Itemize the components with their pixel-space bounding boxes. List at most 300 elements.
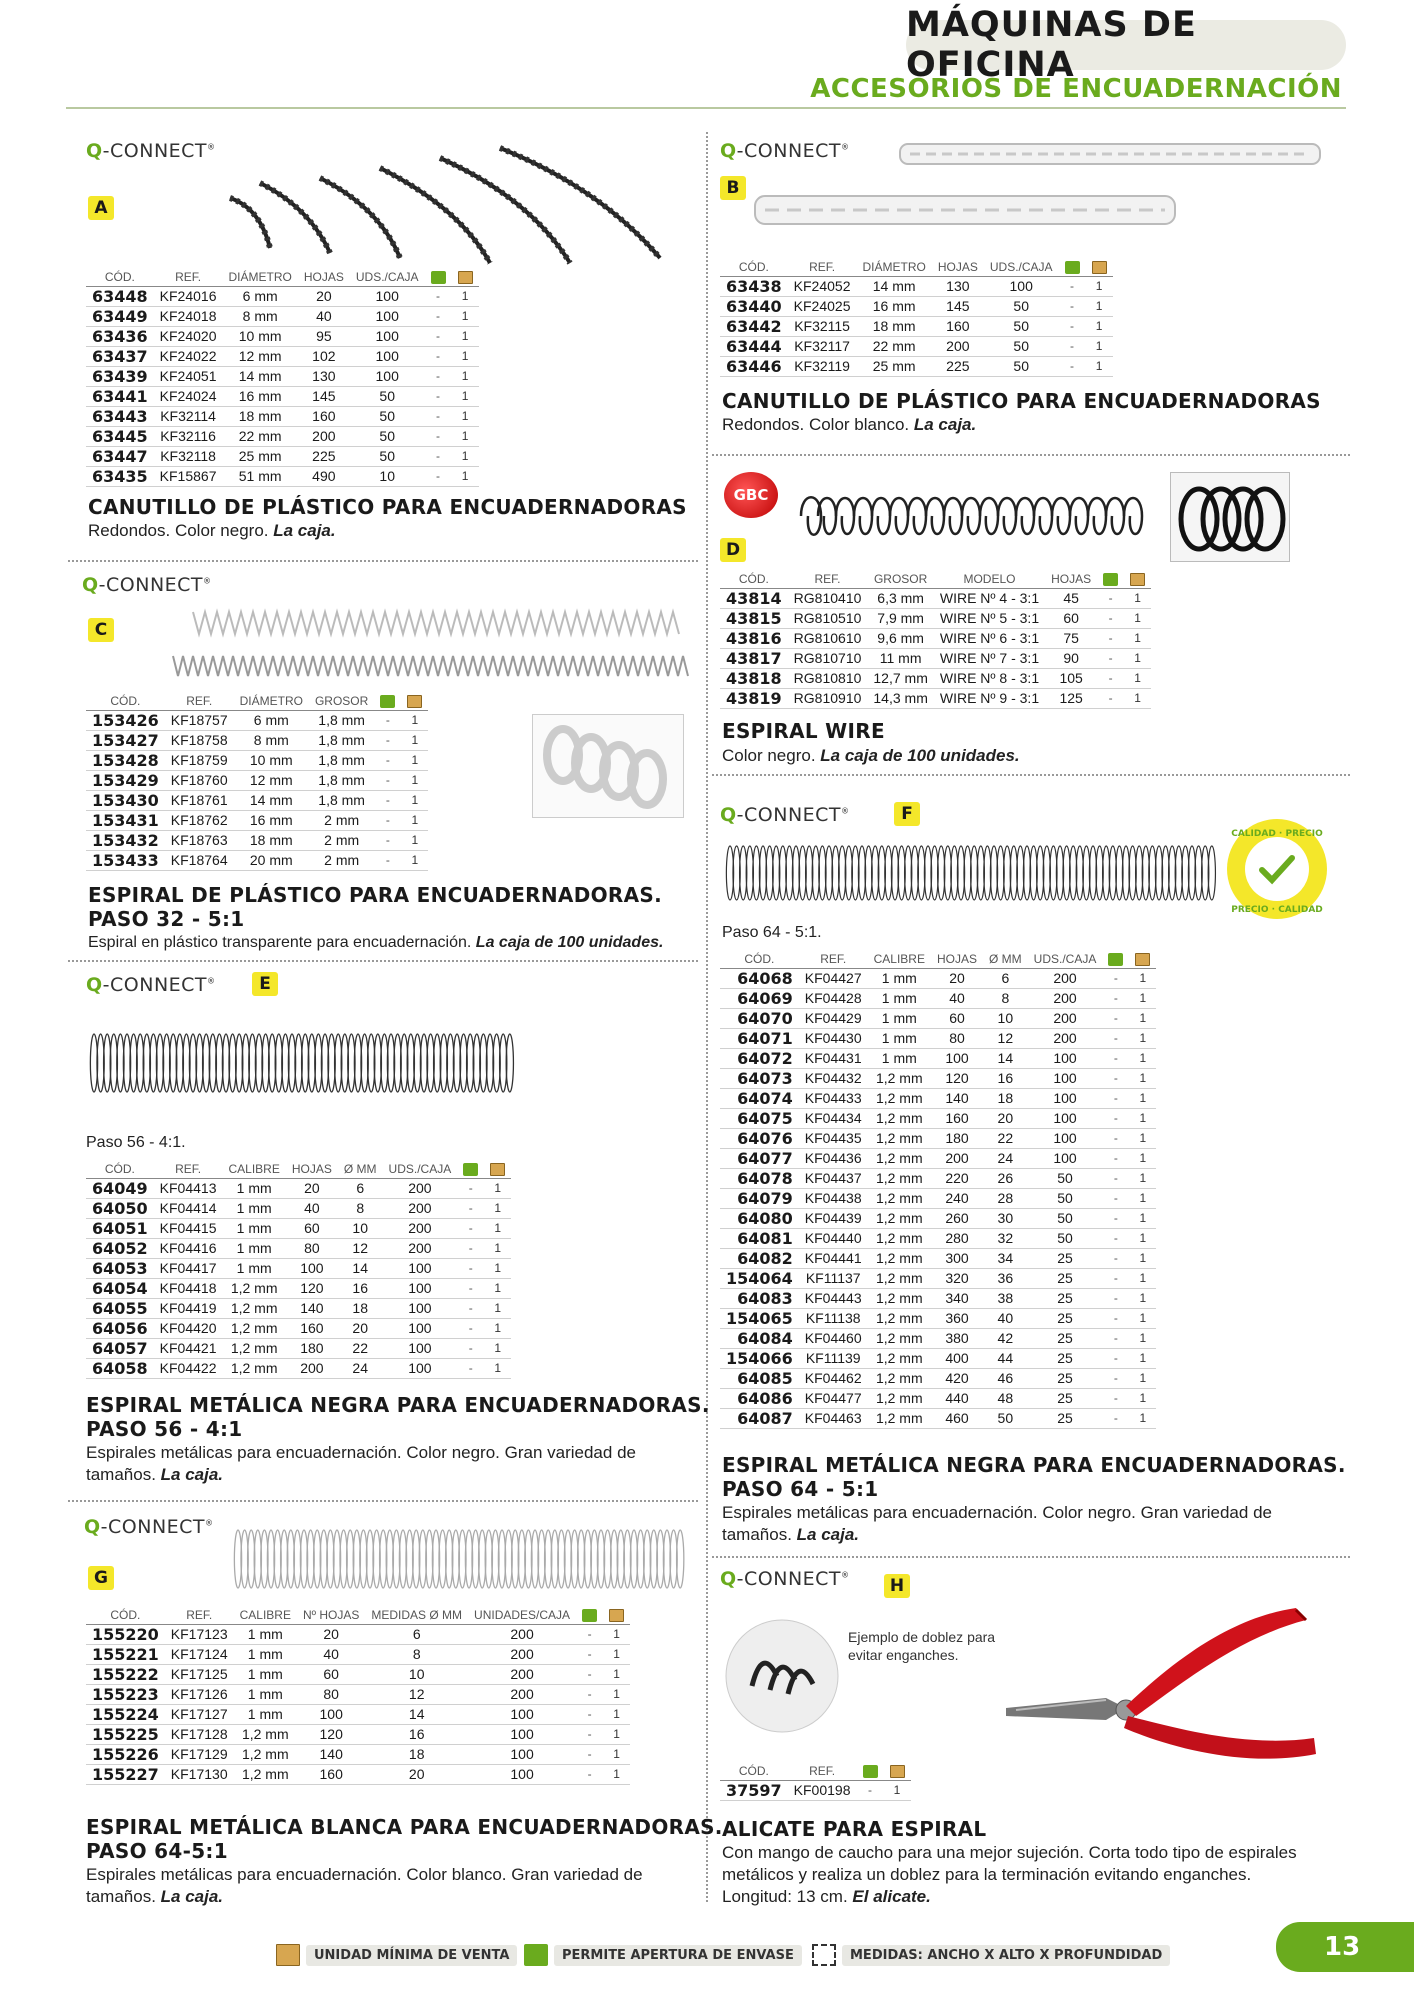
table-cell: 155227 bbox=[86, 1765, 165, 1785]
table-cell: 153431 bbox=[86, 811, 165, 831]
table-cell: KF00198 bbox=[788, 1781, 857, 1801]
column-divider bbox=[706, 132, 708, 1902]
table-cell: 50 bbox=[350, 387, 425, 407]
brand-logo: Q-CONNECT® bbox=[720, 140, 850, 162]
brand-logo: Q-CONNECT® bbox=[720, 1568, 850, 1590]
table-header: REF. bbox=[788, 258, 857, 277]
table-cell: KF04436 bbox=[799, 1149, 868, 1169]
table-cell: 1 mm bbox=[868, 989, 931, 1009]
table-cell: 200 bbox=[1028, 969, 1103, 989]
table-cell: - bbox=[1097, 669, 1124, 689]
table-cell: 12 mm bbox=[223, 347, 298, 367]
table-cell: 200 bbox=[1028, 989, 1103, 1009]
table-cell: 6 bbox=[338, 1179, 383, 1199]
table-cell: 1 bbox=[603, 1745, 630, 1765]
product-subtitle-f: PASO 64 - 5:1 bbox=[722, 1477, 879, 1501]
table-cell: - bbox=[1102, 1409, 1129, 1429]
table-cell: 25 bbox=[1028, 1389, 1103, 1409]
table-cell: KF04438 bbox=[799, 1189, 868, 1209]
table-cell: - bbox=[576, 1705, 603, 1725]
table-cell: - bbox=[457, 1179, 484, 1199]
product-badge-f: F bbox=[894, 802, 920, 826]
table-cell: 22 mm bbox=[223, 427, 298, 447]
table-cell: 1 bbox=[401, 811, 428, 831]
table-cell: KF11139 bbox=[799, 1349, 868, 1369]
table-cell: 1,8 mm bbox=[309, 711, 374, 731]
table-cell: 40 bbox=[983, 1309, 1028, 1329]
table-cell: 1 mm bbox=[868, 1049, 931, 1069]
table-cell: 100 bbox=[350, 347, 425, 367]
table-cell: - bbox=[425, 447, 452, 467]
table-cell: - bbox=[576, 1765, 603, 1785]
table-cell: KF18761 bbox=[165, 791, 234, 811]
table-row bbox=[720, 1369, 1156, 1389]
product-title-c: ESPIRAL DE PLÁSTICO PARA ENCUADERNADORAS. bbox=[88, 883, 662, 907]
table-cell: 320 bbox=[931, 1269, 983, 1289]
table-cell: 51 mm bbox=[223, 467, 298, 487]
table-cell: 155225 bbox=[86, 1725, 165, 1745]
table-cell: 1,2 mm bbox=[868, 1129, 931, 1149]
table-cell: - bbox=[1102, 1109, 1129, 1129]
table-cell: 1 bbox=[484, 1239, 511, 1259]
table-cell: 153433 bbox=[86, 851, 165, 871]
table-cell: 1,2 mm bbox=[223, 1359, 286, 1379]
table-cell: - bbox=[1097, 629, 1124, 649]
table-cell: KF24052 bbox=[788, 277, 857, 297]
table-row bbox=[720, 1309, 1156, 1329]
product-subtitle-c: PASO 32 - 5:1 bbox=[88, 907, 245, 931]
table-cell: 102 bbox=[298, 347, 350, 367]
table-cell: 12 mm bbox=[234, 771, 309, 791]
table-cell: KF04421 bbox=[154, 1339, 223, 1359]
table-cell: 45 bbox=[1045, 589, 1097, 609]
table-cell: KF04414 bbox=[154, 1199, 223, 1219]
product-title-a: CANUTILLO DE PLÁSTICO PARA ENCUADERNADORAS bbox=[88, 495, 687, 519]
table-cell: 100 bbox=[1028, 1129, 1103, 1149]
table-cell: 64068 bbox=[720, 969, 799, 989]
table-cell: RG810910 bbox=[788, 689, 868, 709]
table-cell: - bbox=[857, 1781, 884, 1801]
table-cell: 11 mm bbox=[867, 649, 933, 669]
table-cell: 12 bbox=[983, 1029, 1028, 1049]
table-cell: KF18764 bbox=[165, 851, 234, 871]
table-cell: 43814 bbox=[720, 589, 788, 609]
table-cell: 64085 bbox=[720, 1369, 799, 1389]
table-cell: - bbox=[457, 1319, 484, 1339]
table-cell: 1 bbox=[1129, 1189, 1156, 1209]
table-cell: 14 mm bbox=[857, 277, 932, 297]
table-row bbox=[720, 317, 1113, 337]
table-cell: 200 bbox=[383, 1219, 458, 1239]
plastic-spiral-detail-image bbox=[532, 714, 684, 818]
table-cell: KF04419 bbox=[154, 1299, 223, 1319]
product-title-d: ESPIRAL WIRE bbox=[722, 719, 885, 743]
table-cell: - bbox=[374, 751, 401, 771]
table-cell: 20 bbox=[983, 1109, 1028, 1129]
table-header-row bbox=[720, 258, 1113, 277]
table-cell: KF17125 bbox=[165, 1665, 234, 1685]
table-cell: KF04432 bbox=[799, 1069, 868, 1089]
table-cell: 180 bbox=[286, 1339, 338, 1359]
table-cell: 130 bbox=[932, 277, 984, 297]
box-icon bbox=[1124, 570, 1151, 589]
table-row bbox=[86, 791, 428, 811]
table-cell: 140 bbox=[297, 1745, 365, 1765]
table-cell: 64074 bbox=[720, 1089, 799, 1109]
section-divider bbox=[712, 774, 1350, 776]
table-cell: 2 mm bbox=[309, 851, 374, 871]
product-badge-g: G bbox=[88, 1566, 114, 1590]
table-cell: 1 bbox=[603, 1645, 630, 1665]
table-cell: 1 bbox=[1129, 1229, 1156, 1249]
table-row bbox=[720, 969, 1156, 989]
table-header: CÓD. bbox=[720, 1762, 788, 1781]
table-cell: 1 bbox=[1129, 1309, 1156, 1329]
table-cell: - bbox=[374, 791, 401, 811]
table-cell: 63445 bbox=[86, 427, 154, 447]
table-cell: KF04435 bbox=[799, 1129, 868, 1149]
table-cell: 18 bbox=[983, 1089, 1028, 1109]
table-cell: 64050 bbox=[86, 1199, 154, 1219]
table-cell: KF17126 bbox=[165, 1685, 234, 1705]
paso-label-e: Paso 56 - 4:1. bbox=[86, 1134, 186, 1151]
table-header-row bbox=[720, 1762, 911, 1781]
table-cell: - bbox=[425, 427, 452, 447]
table-row bbox=[720, 1189, 1156, 1209]
table-header: CÓD. bbox=[86, 1606, 165, 1625]
spiral-bend-example-image bbox=[722, 1616, 842, 1736]
table-header: CÓD. bbox=[86, 1160, 154, 1179]
table-cell: - bbox=[1097, 649, 1124, 669]
table-row bbox=[86, 751, 428, 771]
table-cell: 240 bbox=[931, 1189, 983, 1209]
table-row bbox=[86, 831, 428, 851]
table-cell: 43815 bbox=[720, 609, 788, 629]
table-cell: 10 bbox=[365, 1665, 468, 1685]
table-cell: 1,8 mm bbox=[309, 731, 374, 751]
table-header: GROSOR bbox=[309, 692, 374, 711]
table-cell: 145 bbox=[932, 297, 984, 317]
table-cell: 50 bbox=[984, 357, 1059, 377]
product-title-h: ALICATE PARA ESPIRAL bbox=[722, 1817, 987, 1841]
table-cell: 1 bbox=[484, 1259, 511, 1279]
table-cell: 1 bbox=[1129, 1029, 1156, 1049]
table-cell: KF32116 bbox=[154, 427, 223, 447]
table-cell: - bbox=[457, 1259, 484, 1279]
table-cell: - bbox=[1059, 297, 1086, 317]
table-cell: 43817 bbox=[720, 649, 788, 669]
table-header: DIÁMETRO bbox=[857, 258, 932, 277]
table-header: CALIBRE bbox=[234, 1606, 297, 1625]
table-row bbox=[86, 731, 428, 751]
table-header: CÓD. bbox=[720, 950, 799, 969]
table-cell: 200 bbox=[286, 1359, 338, 1379]
wire-spiral-image bbox=[796, 486, 1156, 546]
table-header: HOJAS bbox=[931, 950, 983, 969]
table-cell: - bbox=[1102, 1389, 1129, 1409]
table-cell: 153430 bbox=[86, 791, 165, 811]
table-cell: 1 bbox=[452, 387, 479, 407]
table-cell: RG810710 bbox=[788, 649, 868, 669]
table-cell: 1 bbox=[1129, 1209, 1156, 1229]
table-cell: KF04416 bbox=[154, 1239, 223, 1259]
table-cell: KF17130 bbox=[165, 1765, 234, 1785]
table-row bbox=[86, 1179, 511, 1199]
table-cell: 1,2 mm bbox=[234, 1765, 297, 1785]
table-cell: 153428 bbox=[86, 751, 165, 771]
table-cell: 100 bbox=[984, 277, 1059, 297]
table-row bbox=[86, 1745, 630, 1765]
open-box-icon bbox=[1097, 570, 1124, 589]
product-table-a bbox=[86, 268, 479, 487]
table-row bbox=[720, 1069, 1156, 1089]
table-row bbox=[86, 1339, 511, 1359]
table-cell: 1 bbox=[1129, 1289, 1156, 1309]
table-cell: 1,2 mm bbox=[223, 1299, 286, 1319]
table-cell: - bbox=[457, 1279, 484, 1299]
table-header-row bbox=[86, 1606, 630, 1625]
table-cell: 155221 bbox=[86, 1645, 165, 1665]
table-cell: 1,2 mm bbox=[223, 1279, 286, 1299]
table-cell: KF04431 bbox=[799, 1049, 868, 1069]
product-desc-b: Redondos. Color blanco. La caja. bbox=[722, 415, 977, 434]
table-cell: 64078 bbox=[720, 1169, 799, 1189]
box-icon bbox=[1086, 258, 1113, 277]
table-cell: WIRE Nº 8 - 3:1 bbox=[934, 669, 1045, 689]
table-cell: 200 bbox=[383, 1179, 458, 1199]
table-row bbox=[86, 1279, 511, 1299]
table-cell: 16 mm bbox=[234, 811, 309, 831]
table-cell: 64079 bbox=[720, 1189, 799, 1209]
table-cell: 1 bbox=[1124, 629, 1151, 649]
table-row bbox=[720, 669, 1151, 689]
table-cell: 18 mm bbox=[234, 831, 309, 851]
table-cell: 140 bbox=[286, 1299, 338, 1319]
table-cell: 200 bbox=[1028, 1029, 1103, 1049]
table-cell: 1,2 mm bbox=[868, 1329, 931, 1349]
table-cell: 64077 bbox=[720, 1149, 799, 1169]
table-cell: - bbox=[425, 467, 452, 487]
table-cell: KF24018 bbox=[154, 307, 223, 327]
table-cell: KF24051 bbox=[154, 367, 223, 387]
table-cell: 1 mm bbox=[223, 1259, 286, 1279]
table-cell: 1,2 mm bbox=[868, 1229, 931, 1249]
table-row bbox=[86, 1199, 511, 1219]
product-title-g: ESPIRAL METÁLICA BLANCA PARA ENCUADERNADORAS. bbox=[86, 1815, 723, 1839]
table-cell: 100 bbox=[350, 287, 425, 307]
table-cell: 64076 bbox=[720, 1129, 799, 1149]
box-icon bbox=[276, 1944, 300, 1966]
table-cell: KF17129 bbox=[165, 1745, 234, 1765]
table-cell: 1,2 mm bbox=[868, 1349, 931, 1369]
table-cell: 50 bbox=[1028, 1189, 1103, 1209]
table-cell: KF04415 bbox=[154, 1219, 223, 1239]
table-row bbox=[86, 1645, 630, 1665]
table-cell: 43816 bbox=[720, 629, 788, 649]
table-cell: 1 bbox=[452, 427, 479, 447]
table-cell: 50 bbox=[350, 427, 425, 447]
table-cell: 1,2 mm bbox=[223, 1339, 286, 1359]
table-cell: KF04434 bbox=[799, 1109, 868, 1129]
table-cell: KF04422 bbox=[154, 1359, 223, 1379]
table-cell: 100 bbox=[1028, 1069, 1103, 1089]
table-cell: KF32119 bbox=[788, 357, 857, 377]
table-cell: 1 bbox=[484, 1299, 511, 1319]
table-cell: - bbox=[1102, 1249, 1129, 1269]
table-header: DIÁMETRO bbox=[223, 268, 298, 287]
table-cell: 1 bbox=[1129, 1089, 1156, 1109]
table-cell: 50 bbox=[983, 1409, 1028, 1429]
table-cell: KF04440 bbox=[799, 1229, 868, 1249]
table-cell: 100 bbox=[468, 1705, 576, 1725]
table-cell: 155224 bbox=[86, 1705, 165, 1725]
table-cell: 1 bbox=[401, 771, 428, 791]
table-cell: - bbox=[1102, 1089, 1129, 1109]
product-badge-c: C bbox=[88, 618, 114, 642]
table-cell: - bbox=[576, 1685, 603, 1705]
table-cell: 12,7 mm bbox=[867, 669, 933, 689]
table-cell: 1 mm bbox=[234, 1645, 297, 1665]
table-cell: 1 mm bbox=[223, 1179, 286, 1199]
table-cell: 200 bbox=[383, 1199, 458, 1219]
table-cell: 44 bbox=[983, 1349, 1028, 1369]
table-cell: KF04439 bbox=[799, 1209, 868, 1229]
table-cell: - bbox=[425, 367, 452, 387]
table-cell: - bbox=[1102, 1329, 1129, 1349]
product-table-d bbox=[720, 570, 1151, 709]
table-header: CÓD. bbox=[86, 692, 165, 711]
table-cell: 10 bbox=[350, 467, 425, 487]
table-cell: RG810810 bbox=[788, 669, 868, 689]
table-cell: 1 bbox=[401, 791, 428, 811]
table-cell: 160 bbox=[286, 1319, 338, 1339]
table-cell: - bbox=[457, 1359, 484, 1379]
table-cell: - bbox=[374, 811, 401, 831]
open-box-icon bbox=[576, 1606, 603, 1625]
table-row bbox=[720, 337, 1113, 357]
table-cell: 1 bbox=[452, 347, 479, 367]
table-cell: 200 bbox=[383, 1239, 458, 1259]
table-header: MODELO bbox=[934, 570, 1045, 589]
table-cell: 225 bbox=[298, 447, 350, 467]
table-cell: - bbox=[1097, 689, 1124, 709]
table-cell: 1 bbox=[401, 711, 428, 731]
table-cell: - bbox=[425, 307, 452, 327]
table-cell: 60 bbox=[931, 1009, 983, 1029]
table-header: REF. bbox=[165, 692, 234, 711]
table-cell: - bbox=[1059, 337, 1086, 357]
table-cell: 100 bbox=[383, 1279, 458, 1299]
table-cell: - bbox=[1102, 1049, 1129, 1069]
product-badge-b: B bbox=[720, 176, 746, 200]
table-cell: 1 bbox=[1129, 1329, 1156, 1349]
table-cell: - bbox=[1102, 1009, 1129, 1029]
table-cell: 1 bbox=[1129, 1409, 1156, 1429]
table-cell: 100 bbox=[350, 307, 425, 327]
table-header-row bbox=[720, 570, 1151, 589]
table-row bbox=[86, 327, 479, 347]
table-cell: 220 bbox=[931, 1169, 983, 1189]
table-cell: WIRE Nº 5 - 3:1 bbox=[934, 609, 1045, 629]
table-cell: 155220 bbox=[86, 1625, 165, 1645]
table-cell: 25 bbox=[1028, 1289, 1103, 1309]
table-cell: WIRE Nº 7 - 3:1 bbox=[934, 649, 1045, 669]
table-cell: - bbox=[576, 1665, 603, 1685]
table-cell: 1 bbox=[1124, 689, 1151, 709]
table-cell: 64070 bbox=[720, 1009, 799, 1029]
table-cell: 420 bbox=[931, 1369, 983, 1389]
table-row bbox=[720, 1149, 1156, 1169]
table-cell: 20 bbox=[298, 287, 350, 307]
table-cell: KF18763 bbox=[165, 831, 234, 851]
product-desc-d: Color negro. La caja de 100 unidades. bbox=[722, 746, 1020, 765]
table-cell: 100 bbox=[297, 1705, 365, 1725]
table-header: Nº HOJAS bbox=[297, 1606, 365, 1625]
table-cell: 1 bbox=[452, 287, 479, 307]
table-cell: 1 bbox=[1086, 297, 1113, 317]
table-cell: 8 bbox=[365, 1645, 468, 1665]
table-cell: 1,8 mm bbox=[309, 751, 374, 771]
bend-caption: Ejemplo de doblez para evitar enganches. bbox=[848, 1629, 996, 1663]
table-cell: 160 bbox=[931, 1109, 983, 1129]
table-cell: 50 bbox=[984, 337, 1059, 357]
table-cell: 1 bbox=[452, 407, 479, 427]
table-cell: 50 bbox=[1028, 1209, 1103, 1229]
table-cell: - bbox=[1059, 317, 1086, 337]
table-cell: 63443 bbox=[86, 407, 154, 427]
table-cell: 200 bbox=[468, 1625, 576, 1645]
table-cell: 1,2 mm bbox=[868, 1209, 931, 1229]
table-cell: 1,2 mm bbox=[868, 1269, 931, 1289]
product-title-b: CANUTILLO DE PLÁSTICO PARA ENCUADERNADORAS bbox=[722, 389, 1321, 413]
table-cell: 1 bbox=[1129, 1069, 1156, 1089]
section-divider bbox=[712, 1556, 1350, 1558]
table-cell: 200 bbox=[468, 1685, 576, 1705]
table-cell: 1,2 mm bbox=[868, 1369, 931, 1389]
table-cell: - bbox=[425, 407, 452, 427]
product-badge-d: D bbox=[720, 538, 746, 562]
black-metal-spiral-image bbox=[722, 842, 1222, 908]
page-number: 13 bbox=[1276, 1922, 1414, 1972]
table-cell: KF04437 bbox=[799, 1169, 868, 1189]
table-row bbox=[86, 1299, 511, 1319]
table-cell: 80 bbox=[297, 1685, 365, 1705]
table-cell: 10 bbox=[338, 1219, 383, 1239]
table-cell: - bbox=[425, 387, 452, 407]
table-cell: 9,6 mm bbox=[867, 629, 933, 649]
table-cell: 20 bbox=[286, 1179, 338, 1199]
table-row bbox=[720, 1781, 911, 1801]
table-cell: 100 bbox=[468, 1725, 576, 1745]
table-cell: 1 bbox=[1129, 969, 1156, 989]
table-cell: 1 bbox=[452, 327, 479, 347]
table-cell: WIRE Nº 6 - 3:1 bbox=[934, 629, 1045, 649]
table-cell: - bbox=[425, 287, 452, 307]
table-row bbox=[720, 297, 1113, 317]
table-cell: 200 bbox=[931, 1149, 983, 1169]
table-cell: 1 mm bbox=[868, 969, 931, 989]
table-cell: 1 bbox=[484, 1279, 511, 1299]
table-cell: KF32114 bbox=[154, 407, 223, 427]
table-cell: - bbox=[1097, 609, 1124, 629]
table-cell: 25 bbox=[1028, 1409, 1103, 1429]
table-cell: KF32117 bbox=[788, 337, 857, 357]
open-box-icon bbox=[857, 1762, 884, 1781]
table-cell: 16 mm bbox=[223, 387, 298, 407]
table-cell: 10 mm bbox=[234, 751, 309, 771]
table-cell: 100 bbox=[383, 1339, 458, 1359]
table-row bbox=[86, 851, 428, 871]
